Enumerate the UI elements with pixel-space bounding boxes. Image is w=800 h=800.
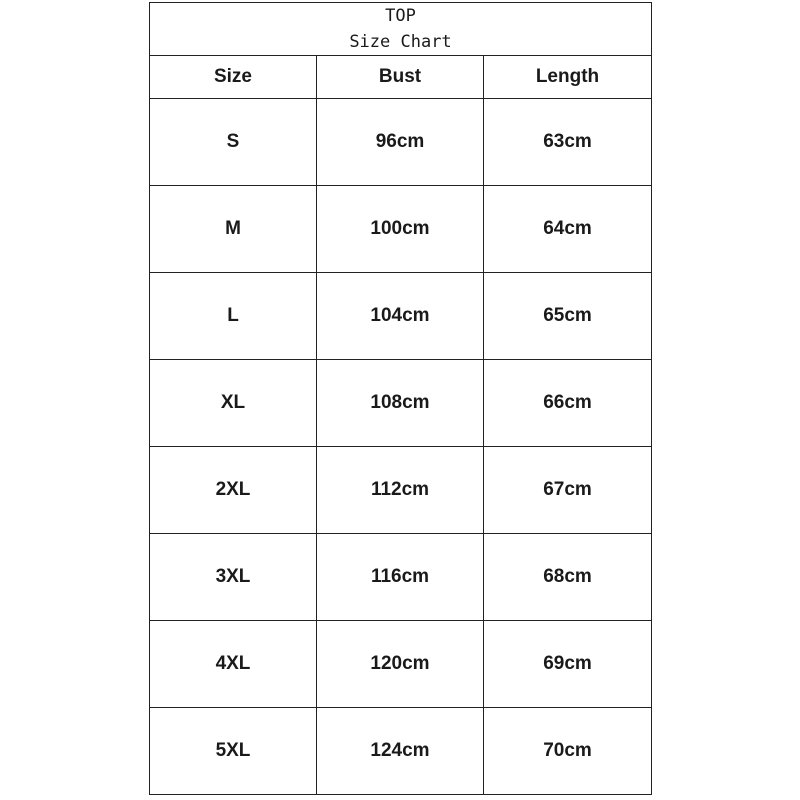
cell-length: 68cm — [484, 534, 652, 621]
table-row — [150, 708, 652, 795]
cell-bust: 96cm — [317, 99, 484, 186]
cell-bust: 108cm — [317, 360, 484, 447]
cell-size: XL — [150, 360, 317, 447]
cell-size: S — [150, 99, 317, 186]
table-row — [150, 621, 652, 708]
table-row — [150, 273, 652, 360]
cell-size: 2XL — [150, 447, 317, 534]
size-chart-table — [149, 2, 652, 795]
cell-length: 64cm — [484, 186, 652, 273]
cell-length: 69cm — [484, 621, 652, 708]
header-length: Length — [484, 56, 652, 99]
cell-size: M — [150, 186, 317, 273]
cell-bust: 112cm — [317, 447, 484, 534]
cell-bust: 120cm — [317, 621, 484, 708]
cell-length: 65cm — [484, 273, 652, 360]
header-bust: Bust — [317, 56, 484, 99]
header-row — [150, 56, 652, 99]
cell-length: 67cm — [484, 447, 652, 534]
cell-bust: 100cm — [317, 186, 484, 273]
chart-title-line2: Size Chart — [349, 32, 452, 52]
table-row — [150, 186, 652, 273]
header-size: Size — [150, 56, 317, 99]
table-row — [150, 447, 652, 534]
cell-length: 63cm — [484, 99, 652, 186]
cell-bust: 124cm — [317, 708, 484, 795]
table-row — [150, 360, 652, 447]
chart-title-line1: TOP — [385, 6, 416, 26]
cell-size: L — [150, 273, 317, 360]
table-row — [150, 99, 652, 186]
cell-size: 4XL — [150, 621, 317, 708]
cell-bust: 116cm — [317, 534, 484, 621]
cell-size: 5XL — [150, 708, 317, 795]
table-row — [150, 534, 652, 621]
cell-length: 70cm — [484, 708, 652, 795]
cell-bust: 104cm — [317, 273, 484, 360]
title-row — [150, 3, 652, 56]
cell-size: 3XL — [150, 534, 317, 621]
cell-length: 66cm — [484, 360, 652, 447]
chart-title — [150, 3, 652, 56]
